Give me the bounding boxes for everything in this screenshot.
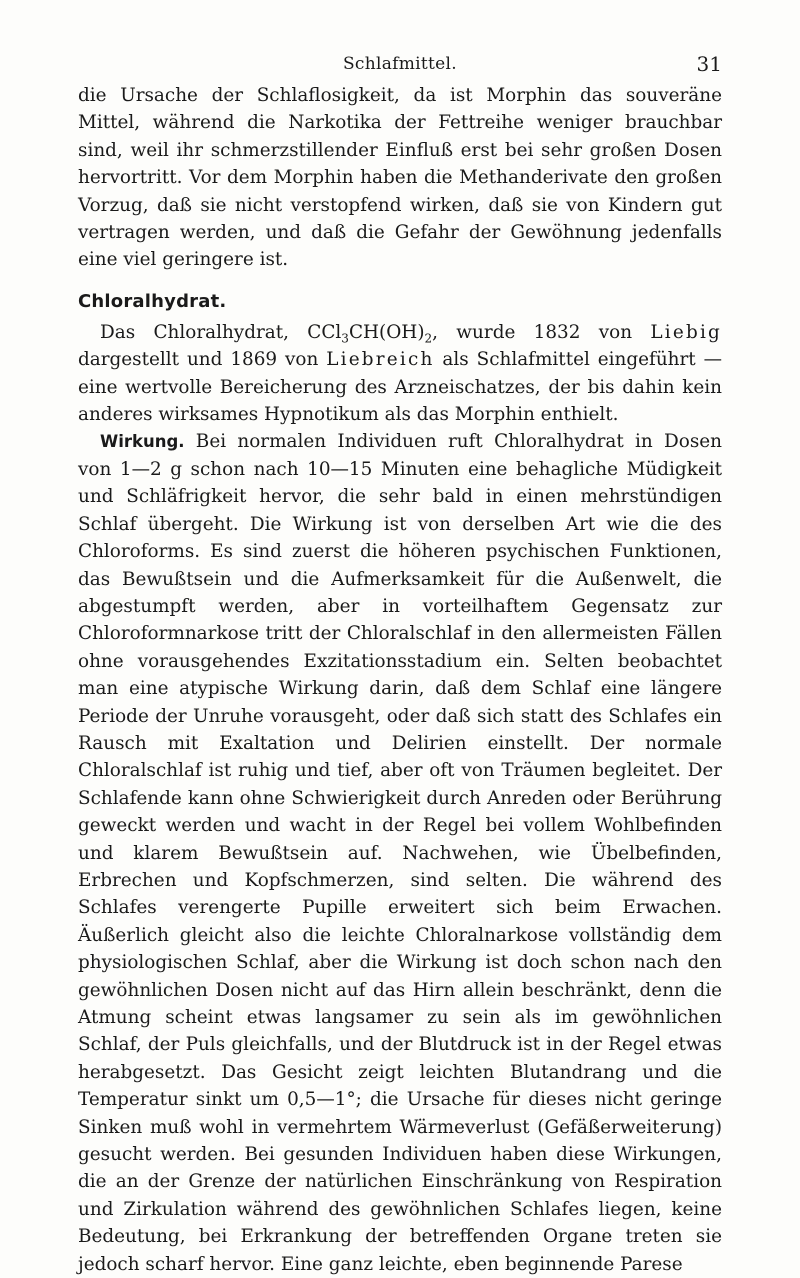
text-segment: CH(OH) bbox=[348, 321, 425, 343]
paragraph-wirkung bbox=[78, 428, 722, 1278]
page-number: 31 bbox=[696, 52, 722, 76]
runin-heading: Wirkung. bbox=[100, 432, 185, 452]
text-segment: , wurde 1832 von bbox=[432, 321, 651, 343]
text-segment: als Schlafmittel eingeführt — eine wertvolle Bereicherung des Arzneischatzes, der bis dahin kein anderes wirksames Hypnotikum als das Morphin enthielt. bbox=[78, 349, 722, 426]
paragraph-continuation: die Ursache der Schlaflosigkeit, da ist Morphin das souveräne Mittel, während die Narkotika der Fettreihe weniger brauchbar sind, weil ihr schmerzstillender Einfluß erst bei sehr großen Dosen hervortritt. Vor dem Morphin haben die Methanderivate den großen Vorzug, daß sie nicht verstopfend wirken, daß sie von Kindern gut vertragen werden, und daß die Gefahr der Gewöhnung jedenfalls eine viel geringere ist. bbox=[78, 85, 722, 271]
book-page bbox=[78, 0, 722, 1278]
author-name-liebreich: Liebreich bbox=[326, 349, 435, 371]
text-segment: dargestellt und 1869 von bbox=[78, 349, 327, 371]
author-name-liebig: Liebig bbox=[650, 321, 722, 343]
text-segment: Das Chloralhydrat, CCl bbox=[100, 321, 342, 343]
section-heading: Chloralhydrat. bbox=[78, 290, 227, 312]
paragraph-introduction bbox=[78, 319, 722, 429]
subscript: 3 bbox=[341, 331, 349, 346]
running-title: Schlafmittel. bbox=[342, 54, 457, 74]
running-head bbox=[78, 42, 722, 82]
paragraph-body: Bei normalen Individuen ruft Chloralhydrat in Dosen von 1—2 g schon nach 10—15 Minuten eine behagliche Müdigkeit und Schläfrigkeit hervor, die sehr bald in einen mehrstündigen Schlaf übergeht. Die Wirkung ist von derselben Art wie die des Chloroforms. Es sind zuerst die höheren psychischen Funktionen, das Bewußtsein und die Aufmerksamkeit für die Außenwelt, die abgestumpft werden, aber in vorteilhaftem Gegensatz zur Chloroformnarkose tritt der Chloralschlaf in den allermeisten Fällen ohne vorausgehendes Exzitationsstadium ein. Selten beobachtet man eine atypische Wirkung darin, daß dem Schlaf eine längere Periode der Unruhe vorausgeht, oder daß sich statt des Schlafes ein Rausch mit Exaltation und Delirien einstellt. Der normale Chloralschlaf ist ruhig und tief, aber oft von Träumen begleitet. Der Schlafende kann ohne Schwierigkeit durch Anreden oder Berührung geweckt werden und wacht in der Regel bei vollem Wohlbefinden und klarem Bewußtsein auf. Nachwehen, wie Übelbefinden, Erbrechen und Kopfschmerzen, sind selten. Die während des Schlafes verengerte Pupille erweitert sich beim Erwachen. Äußerlich gleicht also die leichte Chloralnarkose vollständig dem physiologischen Schlaf, aber die Wirkung ist doch schon nach den gewöhnlichen Dosen nicht auf das Hirn allein beschränkt, denn die Atmung scheint etwas langsamer zu sein als im gewöhnlichen Schlaf, der Puls gleichfalls, und der Blutdruck ist in der Regel etwas herabgesetzt. Das Gesicht zeigt leichten Blutandrang und die Temperatur sinkt um 0,5—1°; die Ursache für dieses nicht geringe Sinken muß wohl in vermehrtem Wärmeverlust (Gefäßerweiterung) gesucht werden. Bei gesunden Individuen haben diese Wirkungen, die an der Grenze der natürlichen Einschränkung von Respiration und Zirkulation während des gewöhnlichen Schlafes liegen, keine Bedeutung, bei Erkrankung der betreffenden Organe treten sie jedoch scharf hervor. Eine ganz leichte, eben beginnende Parese bbox=[78, 431, 722, 1275]
subscript: 2 bbox=[424, 331, 433, 346]
